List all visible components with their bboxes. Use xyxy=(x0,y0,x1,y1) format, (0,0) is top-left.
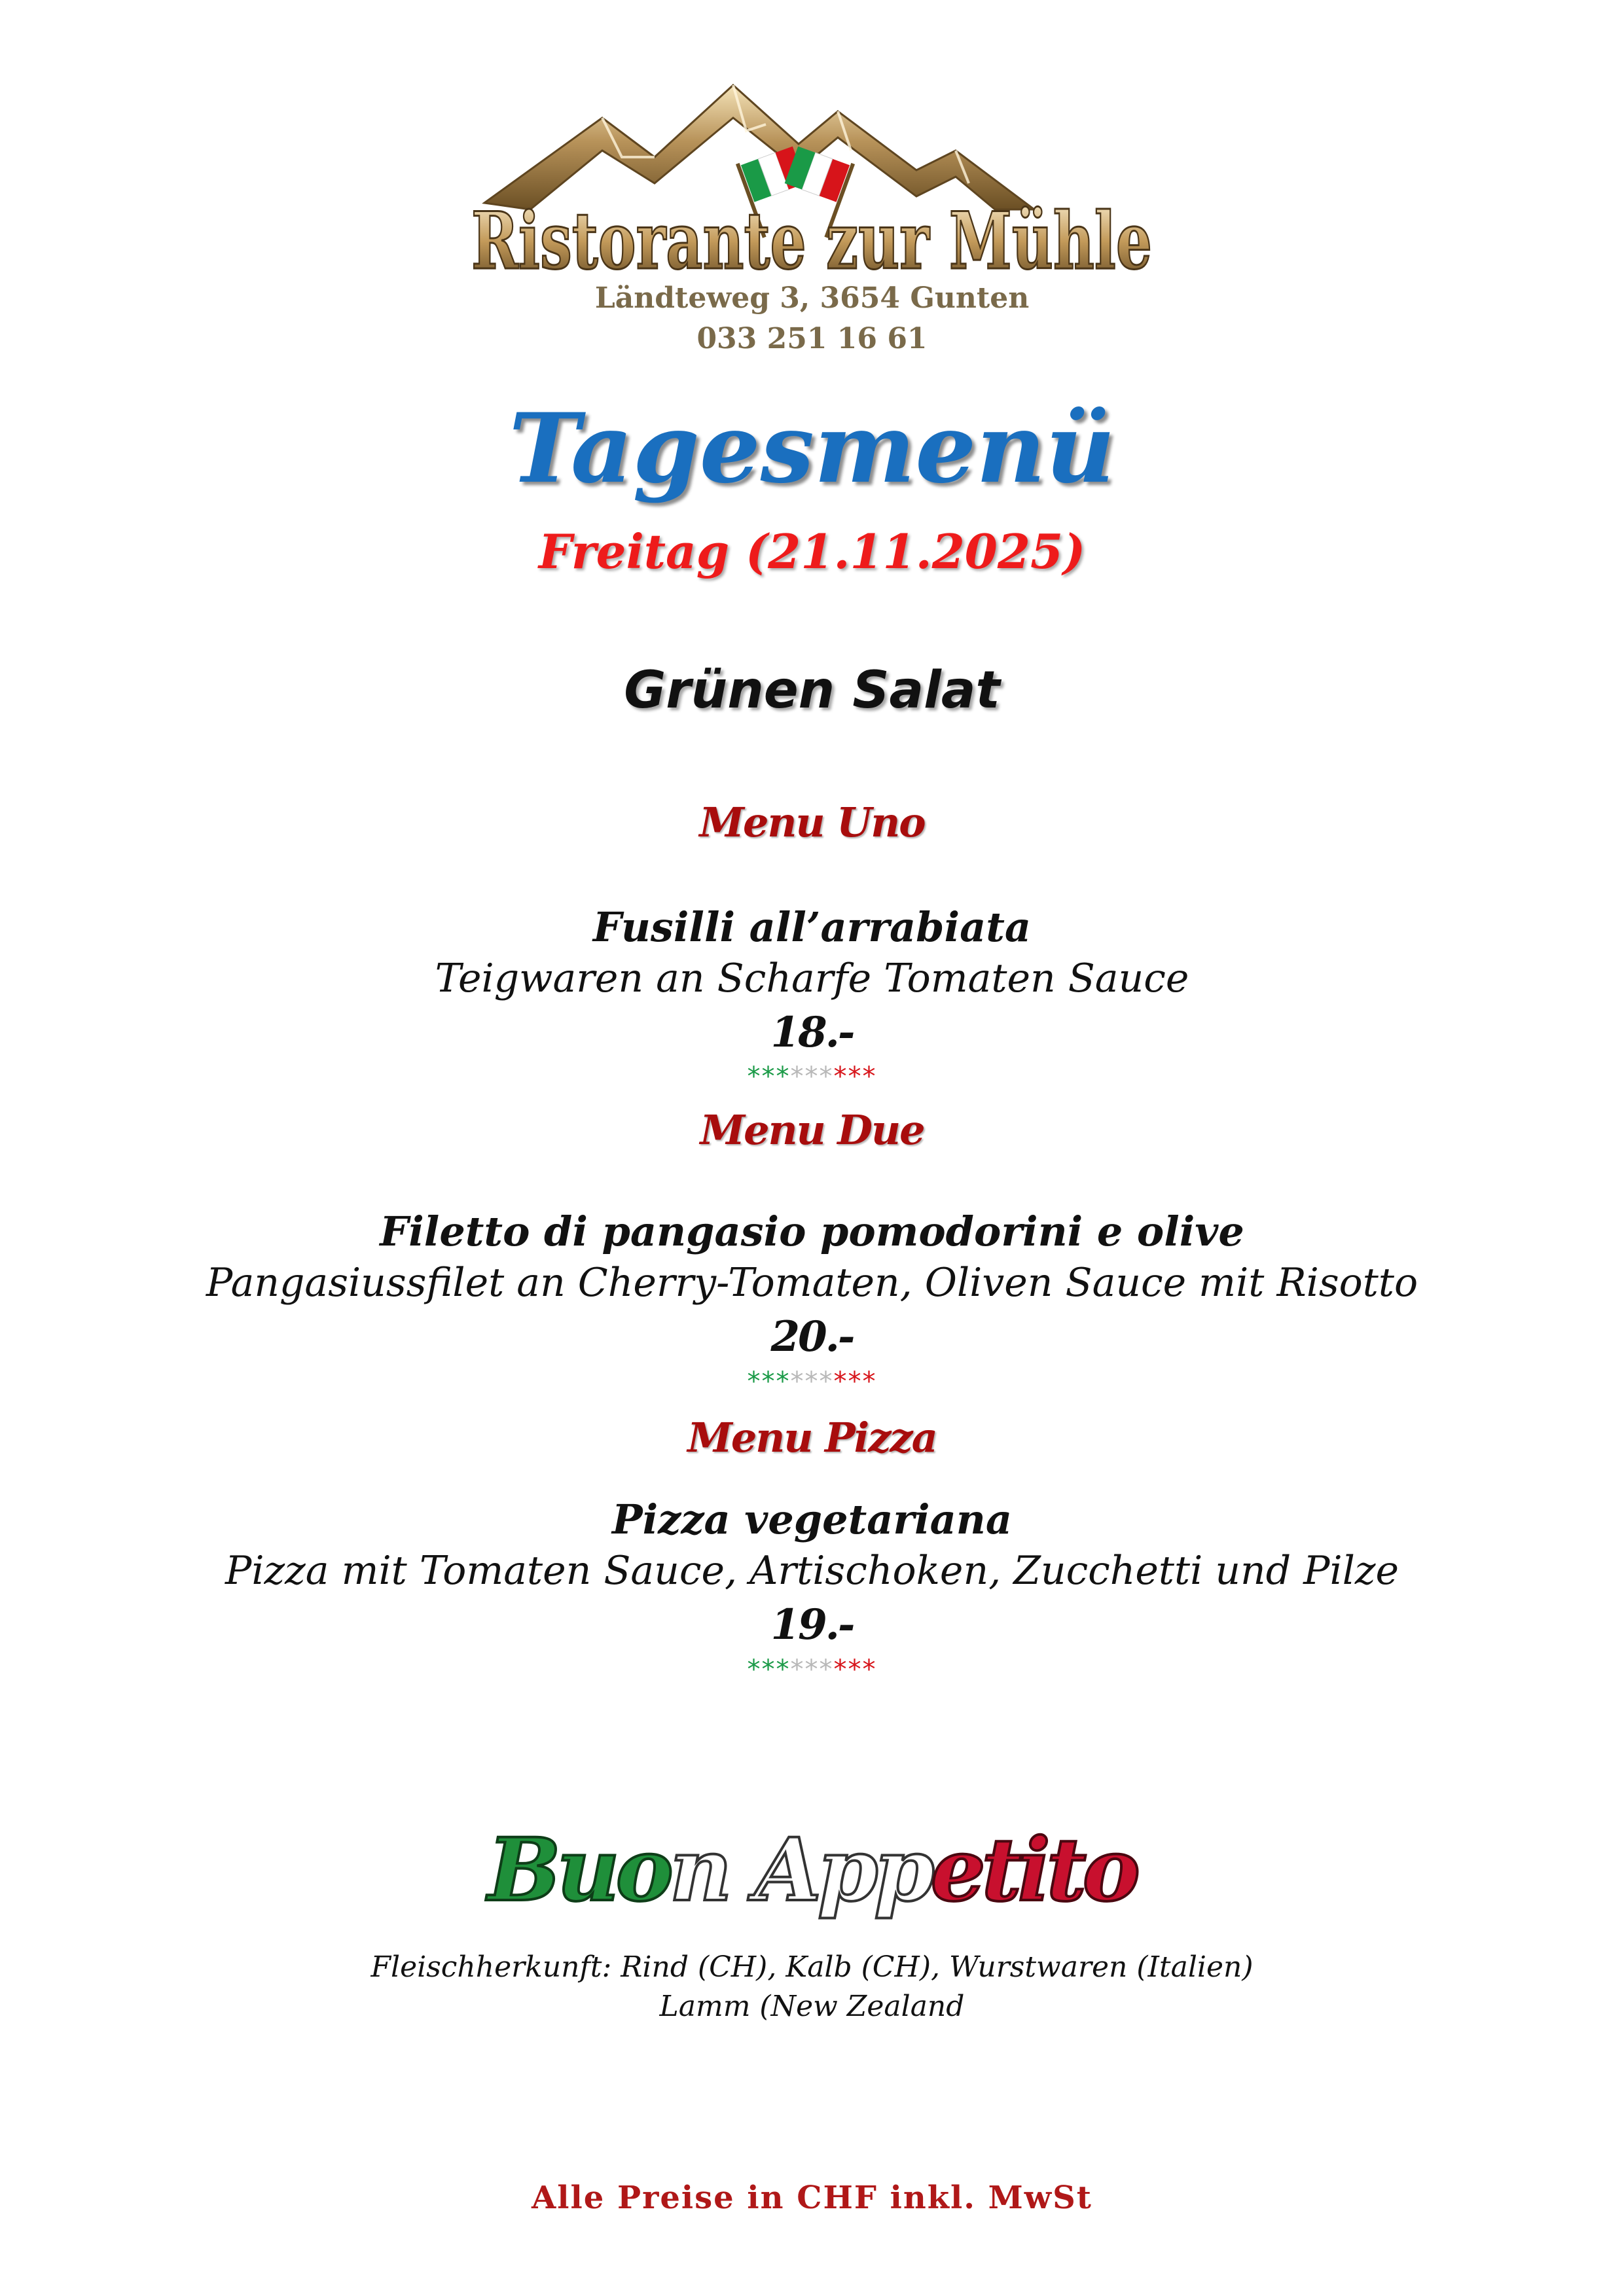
dish-price: 19.- xyxy=(770,1600,854,1649)
menu-heading: Menu Due xyxy=(700,1106,924,1154)
separator-red: *** xyxy=(833,1655,877,1685)
dish-name: Filetto di pangasio pomodorini e olive xyxy=(380,1208,1244,1255)
restaurant-phone: 033 251 16 61 xyxy=(696,322,928,355)
separator-white: *** xyxy=(790,1655,834,1685)
restaurant-logo xyxy=(458,72,1165,288)
dish-price: 20.- xyxy=(770,1312,854,1361)
closing-white: n App xyxy=(669,1820,931,1921)
separator xyxy=(0,1655,1624,1685)
starter: Grünen Salat xyxy=(624,661,1000,720)
dish-name: Fusilli all’arrabiata xyxy=(592,903,1032,951)
separator-green: *** xyxy=(747,1655,791,1685)
meat-origin-line2: Lamm (New Zealand xyxy=(659,1990,965,2023)
separator-green: *** xyxy=(747,1062,791,1092)
dish-description: Pizza mit Tomaten Sauce, Artischoken, Zucchetti und Pilze xyxy=(225,1548,1399,1594)
buon-appetito-logo xyxy=(0,1820,1624,1921)
separator-white: *** xyxy=(790,1367,834,1397)
closing-red: etito xyxy=(930,1820,1136,1921)
meat-origin-line1: Fleischherkunft: Rind (CH), Kalb (CH), Wurstwaren (Italien) xyxy=(370,1950,1254,1984)
menu-date: Freitag (21.11.2025) xyxy=(538,524,1086,579)
restaurant-name: Ristorante zur Mühle xyxy=(471,195,1152,287)
menu-heading: Menu Uno xyxy=(699,798,925,846)
price-footer: Alle Preise in CHF inkl. MwSt xyxy=(532,2179,1092,2216)
dish-price: 18.- xyxy=(770,1008,854,1057)
separator-red: *** xyxy=(833,1062,877,1092)
dish-description: Pangasiussfilet an Cherry-Tomaten, Oliven Sauce mit Risotto xyxy=(206,1260,1418,1306)
separator xyxy=(0,1062,1624,1092)
dish-description: Teigwaren an Scharfe Tomaten Sauce xyxy=(435,956,1189,1001)
menu-heading: Menu Pizza xyxy=(687,1414,937,1462)
dish-name: Pizza vegetariana xyxy=(611,1496,1013,1543)
page-title: Tagesmenü xyxy=(509,393,1115,505)
restaurant-address: Ländteweg 3, 3654 Gunten xyxy=(594,281,1030,315)
closing-green: Buo xyxy=(488,1820,670,1921)
separator xyxy=(0,1367,1624,1397)
separator-red: *** xyxy=(833,1367,877,1397)
separator-white: *** xyxy=(790,1062,834,1092)
separator-green: *** xyxy=(747,1367,791,1397)
